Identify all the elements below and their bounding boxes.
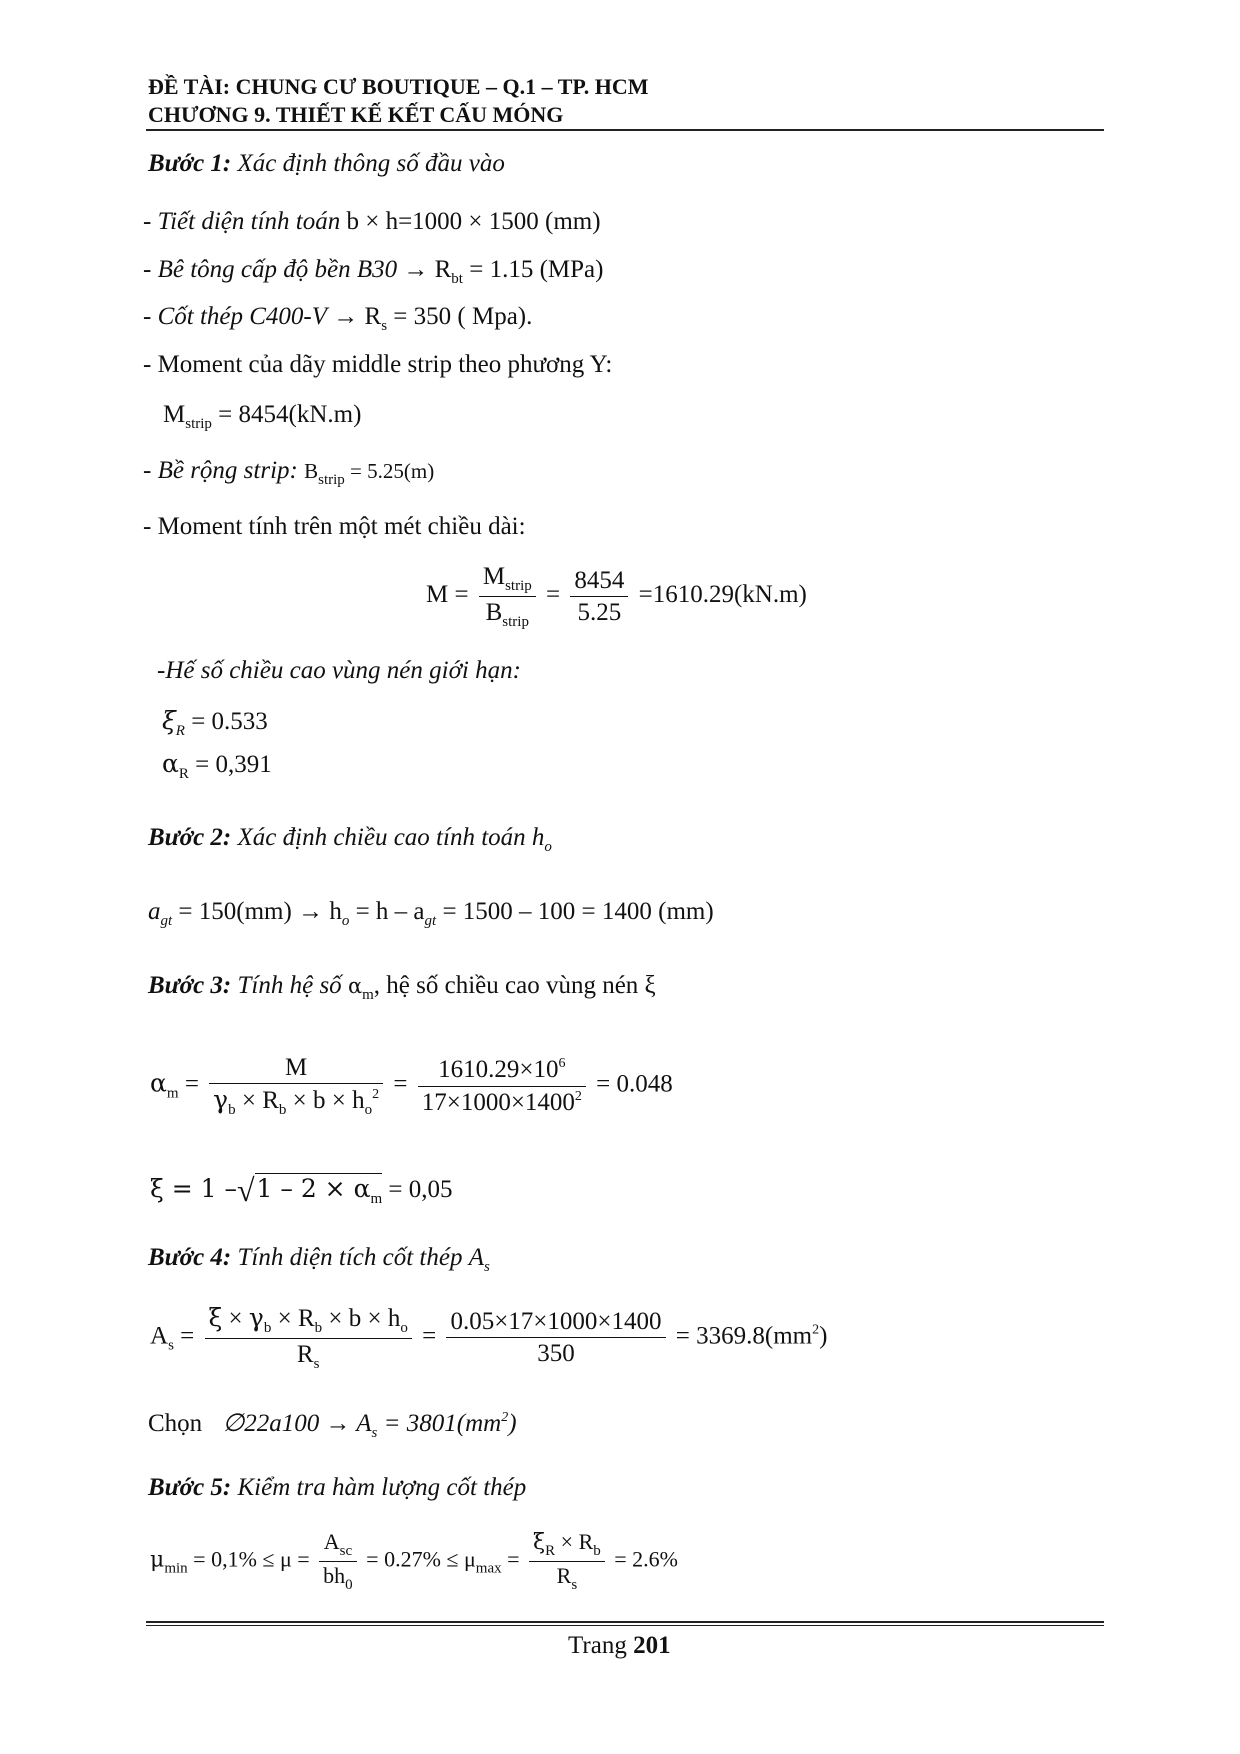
step1-heading: Bước 1: Xác định thông số đầu vào (148, 150, 505, 177)
ratio-text: -Hế số chiều cao vùng nén giới hạn: (157, 657, 521, 684)
per-meter-text: - Moment tính trên một mét chiều dài: (143, 513, 526, 540)
xi-r-formula: $\xi_R = 0.533$ (162, 706, 268, 739)
section-line: - Tiết diện tính toán b × h=1000 × 1500 (mm) (143, 208, 601, 235)
alpha-r-formula: $\alpha_R = 0,391$ (162, 749, 272, 782)
header-chapter: CHƯƠNG 9. THIẾT KẾ KẾT CẤU MÓNG (148, 102, 564, 127)
xi-formula: ξ = 1 $-√1 - 2 \times \alpha_m = 0,05$ (150, 1172, 453, 1208)
moment-strip-text: - Moment của dãy middle strip theo phương Y: (143, 351, 613, 378)
mu-check-formula: $\mu_{min} = 0,1\% \le \mu$ = $\frac{A_{sc}}{bh_0}$ = $0.27\% \le \mu_{max}$ = $\frac{\xi_R \times R_b}{R_s}$ = 2.6% (150, 1529, 678, 1593)
strip-width-line: - Bề rộng strip: $B_{strip} = 5.25(m)$ (143, 457, 435, 488)
header-title: ĐỀ TÀI: CHUNG CƯ BOUTIQUE – Q.1 – TP. HCM (148, 74, 649, 99)
step2-heading: Bước 2: Xác định chiều cao tính toán $h_o$ (148, 824, 552, 855)
footer-rule-top (146, 1621, 1104, 1623)
header-rule (146, 129, 1104, 131)
step5-heading: Bước 5: Kiểm tra hàm lượng cốt thép (148, 1474, 527, 1501)
step3-heading: Bước 3: Tính hệ số $\alpha_m$, hệ số chiều cao vùng nén ξ (148, 972, 656, 1003)
steel-line: - Cốt thép $C400-V \to R_s = 350$ ( Mpa). (143, 303, 533, 334)
moment-per-meter-formula: M = $\frac{M_{strip}}{B_{strip}}$ = $\frac{8454}{5.25}$ =1610.29(kN.m) (426, 563, 807, 630)
h0-formula: $a_{gt} = 150(mm) \to h_o = h - a_{gt} = 1500 - 100 = 1400$ (mm) (148, 898, 714, 929)
choose-line: Chọn ∅22a100 → $A_s = 3801(mm^2)$ (148, 1410, 517, 1441)
alpha-m-formula: $\alpha_m$ = $\frac{M}{\gamma_b \times R_b \times b \times h_o^2}$ = $\frac{1610.29\times 10^6}{17\times 1000\times 1400^2}$ = 0.048 (150, 1054, 673, 1119)
footer-rule-bottom (146, 1625, 1104, 1626)
mstrip-formula: $M_{strip} = 8454(kN.m)$ (163, 401, 362, 432)
step4-heading: Bước 4: Tính diện tích cốt thép $A_s$ (148, 1244, 490, 1275)
as-formula: $A_s$ = $\frac{\xi \times \gamma_b \times R_b \times b \times h_o}{R_s}$ = $\frac{0.05\times 17\times 1000\times 1400}{350}$ = $3369.8(mm^2)$ (150, 1303, 828, 1372)
page-number: Trang 201 (568, 1632, 671, 1659)
concrete-line: - Bê tông cấp độ bền $B30 \to R_{bt} = 1.15$ (MPa) (143, 256, 604, 287)
